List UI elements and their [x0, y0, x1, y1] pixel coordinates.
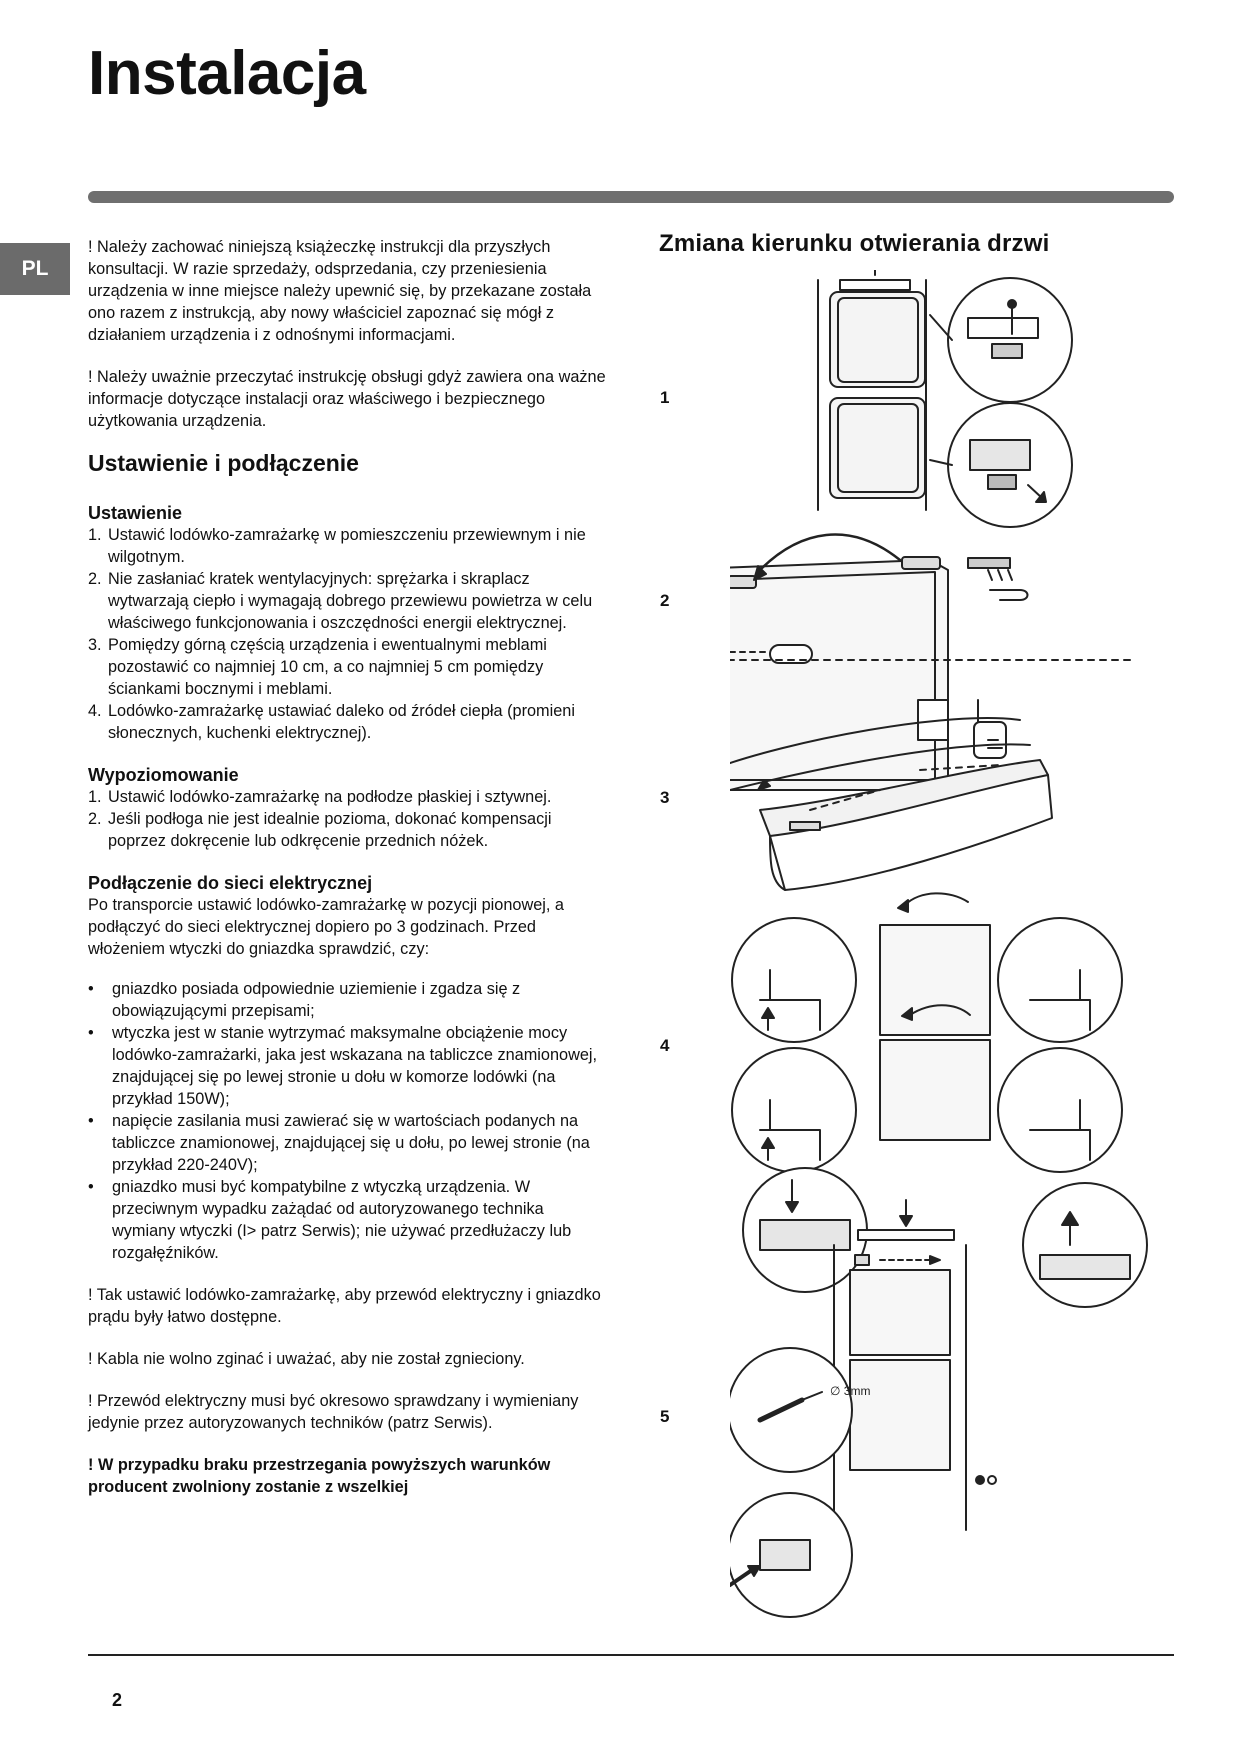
electrical-intro: Po transporcie ustawić lodówko-zamrażarkę w pozycji pionowej, a podłączyć do sieci elektrycznej dopiero po 3 godzinach. Przed włożeniem wtyczki do gniazdka sprawdzić, czy:	[88, 896, 564, 958]
list-item: 4. Lodówko-zamrażarkę ustawiać daleko od źródeł ciepła (promieni słonecznych, kuchenki elektrycznej).	[88, 702, 575, 742]
figure-number-4: 4	[660, 1036, 670, 1055]
language-tab: PL	[0, 243, 70, 295]
bottom-divider	[88, 1654, 1174, 1656]
list-item: 2. Nie zasłaniać kratek wentylacyjnych: sprężarka i skraplacz wytwarzają ciepło i wymagają dobrego przewiewu powietrza w celu właściwego funkcjonowania i oszczędności energii elektrycznej.	[88, 570, 593, 632]
drill-diameter-label: ∅ 3mm	[830, 1384, 871, 1398]
electrical-heading: Podłączenie do sieci elektrycznej	[88, 873, 373, 893]
figure-4-illustration	[732, 893, 1122, 1172]
page-number: 2	[112, 1690, 123, 1710]
placement-heading: Ustawienie	[88, 503, 183, 523]
door-reversal-title: Zmiana kierunku otwierania drzwi	[659, 230, 1050, 257]
section-title: Ustawienie i podłączenie	[88, 450, 359, 476]
figure-2-illustration	[730, 535, 1130, 790]
list-item: 1. Ustawić lodówko-zamrażarkę w pomieszczeniu przewiewnym i nie wilgotnym.	[88, 526, 586, 566]
figure-number-1: 1	[660, 388, 670, 407]
note-cable-bending: ! Kabla nie wolno zginać i uważać, aby nie został zgnieciony.	[88, 1350, 525, 1368]
note-read-manual: ! Należy uważnie przeczytać instrukcję obsługi gdyż zawiera ona ważne informacje dotyczące instalacji oraz właściwego i bezpiecznego użytkowania urządzenia.	[88, 368, 606, 430]
note-liability: ! W przypadku braku przestrzegania powyższych warunków producent zwolniony zostanie z wszelkiej	[88, 1456, 551, 1496]
list-item: 1. Ustawić lodówko-zamrażarkę na podłodze płaskiej i sztywnej.	[88, 788, 552, 806]
electrical-checklist	[88, 978, 610, 1264]
list-item: • gniazdko posiada odpowiednie uziemienie i zgadza się z obowiązującymi przepisami;	[88, 980, 521, 1020]
page-title: Instalacja	[88, 39, 366, 108]
placement-steps	[88, 524, 610, 744]
figure-5-illustration	[730, 1168, 1147, 1617]
note-accessible-socket: ! Tak ustawić lodówko-zamrażarkę, aby przewód elektryczny i gniazdko prądu były łatwo dostępne.	[88, 1286, 601, 1326]
list-item: 3. Pomiędzy górną częścią urządzenia i ewentualnymi meblami pozostawić co najmniej 10 cm, a co najmniej 5 cm pomiędzy ściankami bocznymi i meblami.	[88, 636, 547, 698]
note-cable-check: ! Przewód elektryczny musi być okresowo sprawdzany i wymieniany jedynie przez autoryzowanych techników (patrz Serwis).	[88, 1392, 579, 1432]
figure-number-3: 3	[660, 788, 670, 807]
note-keep-manual: ! Należy zachować niniejszą książeczkę instrukcji dla przyszłych konsultacji. W razie sprzedaży, odsprzedania, czy przeniesienia urządzenia w inne miejsce należy upewnić się, by przekazane została ono razem z instrukcją, aby nowy właściciel zapoznać się mógł z działaniem urządzenia i z odnośnymi informacjami.	[88, 238, 592, 344]
list-item: • gniazdko musi być kompatybilne z wtyczką urządzenia. W przeciwnym wypadku zażądać od autoryzowanego technika wymiany wtyczki (I> patrz Serwis); nie używać przedłużaczy lub rozgałęźników.	[88, 1178, 572, 1262]
list-item: 2. Jeśli podłoga nie jest idealnie pozioma, dokonać kompensacji poprzez dokręcenie lub odkręcenie przednich nóżek.	[88, 810, 552, 850]
figure-number-5: 5	[660, 1407, 670, 1426]
figure-number-2: 2	[660, 591, 670, 610]
figure-1-illustration	[818, 270, 1072, 527]
leveling-steps	[88, 786, 610, 852]
top-divider	[88, 191, 1174, 203]
left-column	[88, 236, 610, 1498]
door-reversal-illustration	[730, 270, 1180, 1630]
leveling-heading: Wypoziomowanie	[88, 765, 239, 785]
list-item: • wtyczka jest w stanie wytrzymać maksymalne obciążenie mocy lodówko-zamrażarki, jaka jest wskazana na tabliczce znamionowej, znajdującej się po lewej stronie u dołu w komorze lodówki (na przykład 150W);	[88, 1024, 598, 1108]
list-item: • napięcie zasilania musi zawierać się w wartościach podanych na tabliczce znamionowej, znajdującej się u dołu, po lewej stronie (na przykład 220-240V);	[88, 1112, 590, 1174]
